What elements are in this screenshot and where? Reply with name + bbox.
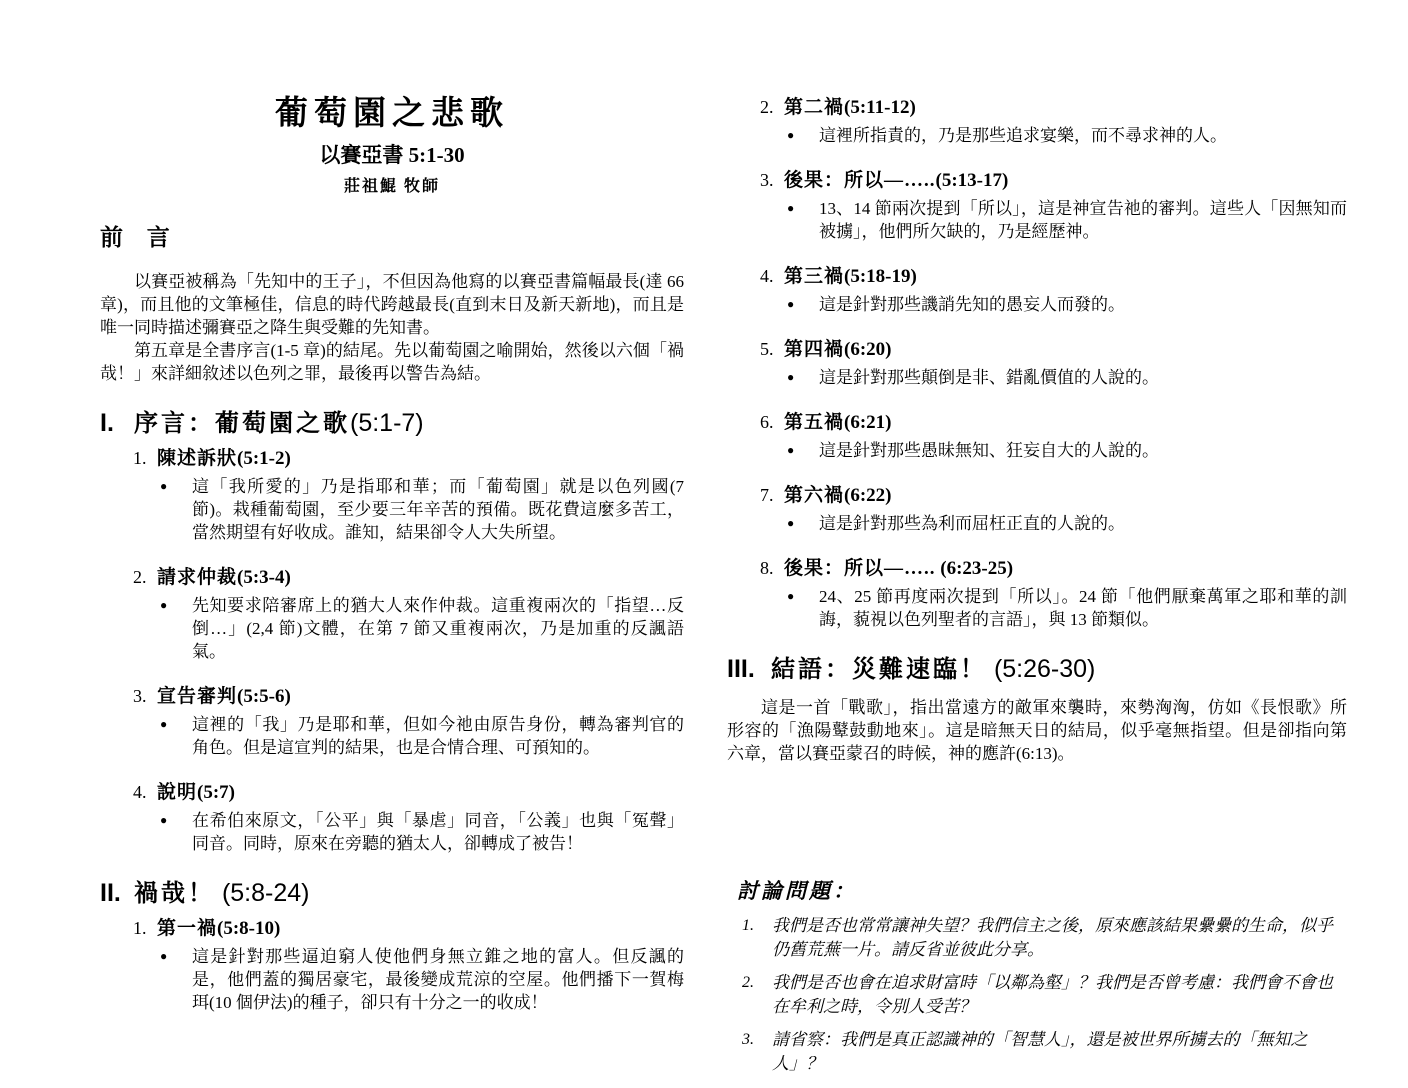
question-number: 2. <box>742 974 754 991</box>
bullet-icon: ● <box>160 717 168 731</box>
bullet-text: 24、25 節再度兩次提到「所以」。24 節「他們厭棄萬軍之耶和華的訓誨，藐視以色列聖者的言語」，與 13 節類似。 <box>819 587 1347 629</box>
item-number: 2. <box>133 567 147 587</box>
item-verse-ref: (6:21) <box>844 412 892 433</box>
item-verse-ref: (5:8-10) <box>217 918 281 939</box>
item-heading <box>727 167 1347 194</box>
section-verse-ref: (5:1-7) <box>350 409 424 437</box>
item-number: 4. <box>133 782 147 802</box>
item-heading <box>100 564 684 591</box>
bullet-point <box>727 585 1347 631</box>
section-numeral: III. <box>727 655 755 683</box>
section-2-heading <box>100 877 684 910</box>
item-label: 第一禍 <box>157 918 218 939</box>
section-title: 禍哉！ <box>134 881 215 907</box>
item-heading <box>727 336 1347 363</box>
item-label: 第五禍 <box>784 412 845 433</box>
question-text: 請省察：我們是真正認識神的「智慧人」，還是被世界所擄去的「無知之人」？ <box>772 1030 1308 1073</box>
bullet-text: 這裡的「我」乃是耶和華，但如今祂由原告身份，轉為審判官的角色。但是這宣判的結果，也是合情合理、可預知的。 <box>192 715 684 757</box>
preface-body <box>100 270 684 385</box>
item-label: 第三禍 <box>784 266 845 287</box>
discussion-question <box>727 914 1347 962</box>
bullet-point <box>727 439 1347 462</box>
section-numeral: II. <box>100 879 121 907</box>
question-text: 我們是否也會在追求財富時「以鄰為壑」？我們是否曾考慮：我們會不會也在牟利之時，令別人受苦？ <box>772 973 1333 1016</box>
bullet-text: 這是針對那些逼迫窮人使他們身無立錐之地的富人。但反諷的是，他們蓋的獨居豪宅，最後變成荒涼的空屋。他們播下一賀梅珥(10 個伊法)的種子，卻只有十分之一的收成！ <box>192 947 684 1012</box>
item-number: 1. <box>133 448 147 468</box>
bullet-point <box>727 293 1347 316</box>
item-heading <box>727 94 1347 121</box>
item-number: 8. <box>760 558 774 578</box>
bullet-icon: ● <box>787 297 795 311</box>
bullet-point <box>100 475 684 544</box>
outline-item <box>100 915 684 1014</box>
preface-paragraph: 第五章是全書序言(1-5 章)的結尾。先以葡萄園之喻開始，然後以六個「禍哉！」來詳細敘述以色列之罪，最後再以警告為結。 <box>100 341 684 383</box>
right-column <box>727 94 1347 1076</box>
bullet-point <box>100 713 684 759</box>
bullet-text: 這是針對那些顛倒是非、錯亂價值的人說的。 <box>819 368 1159 387</box>
item-verse-ref: (6:20) <box>844 339 892 360</box>
item-verse-ref: (5:5-6) <box>237 686 291 707</box>
bullet-text: 13、14 節兩次提到「所以」，這是神宣告祂的審判。這些人「因無知而被擄」，他們所欠缺的，乃是經歷神。 <box>819 199 1347 241</box>
section-1-heading <box>100 407 684 440</box>
item-verse-ref: (5:3-4) <box>237 567 291 588</box>
preface-paragraph: 以賽亞被稱為「先知中的王子」，不但因為他寫的以賽亞書篇幅最長(達 66 章)，而且他的文筆極佳，信息的時代跨越最長(直到末日及新天新地)，而且是唯一同時描述彌賽亞之降生與受難的先知書。 <box>100 272 684 337</box>
item-heading <box>727 409 1347 436</box>
outline-item <box>100 445 684 544</box>
section-title: 結語：災難速臨！ <box>771 657 987 683</box>
item-verse-ref: (5:11-12) <box>844 97 916 118</box>
conclusion-paragraph: 這是一首「戰歌」，指出當遠方的敵軍來襲時，來勢洶洶，仿如《長恨歌》所形容的「漁陽鼙鼓動地來」。這是暗無天日的結局，似乎毫無指望。但是卻指向第六章，當以賽亞蒙召的時候，神的應許(6:13)。 <box>727 698 1347 763</box>
bullet-icon: ● <box>787 443 795 457</box>
author-name: 莊祖鯤 牧師 <box>343 178 440 195</box>
bullet-text: 這是針對那些譏誚先知的愚妄人而發的。 <box>819 295 1125 314</box>
bullet-point <box>727 124 1347 147</box>
outline-item <box>727 555 1347 631</box>
item-label: 後果：所以—….. <box>784 170 936 191</box>
item-number: 1. <box>133 918 147 938</box>
section-numeral: I. <box>100 409 114 437</box>
item-heading <box>100 915 684 942</box>
item-number: 5. <box>760 339 774 359</box>
bullet-icon: ● <box>160 949 168 963</box>
item-verse-ref: (5:7) <box>197 782 235 803</box>
item-label: 後果：所以—….. <box>784 558 936 579</box>
question-number: 1. <box>742 917 754 934</box>
bullet-icon: ● <box>787 589 795 603</box>
item-verse-ref: (5:1-2) <box>237 448 291 469</box>
item-heading <box>100 683 684 710</box>
bullet-text: 這裡所指責的，乃是那些追求宴樂，而不尋求神的人。 <box>819 126 1227 145</box>
item-heading <box>100 779 684 806</box>
bullet-text: 在希伯來原文，「公平」與「暴虐」同音，「公義」也與「冤聲」同音。同時，原來在旁聽的猶太人，卻轉成了被告！ <box>192 811 684 853</box>
item-heading <box>100 445 684 472</box>
section-verse-ref: (5:26-30) <box>987 655 1096 683</box>
bullet-icon: ● <box>787 370 795 384</box>
item-label: 第二禍 <box>784 97 845 118</box>
outline-item <box>727 482 1347 535</box>
bullet-text: 先知要求陪審席上的猶大人來作仲裁。這重複兩次的「指望…反倒…」(2,4 節)文體，在第 7 節又重複兩次，乃是加重的反諷語氣。 <box>192 596 684 661</box>
item-number: 3. <box>760 170 774 190</box>
bullet-icon: ● <box>787 516 795 530</box>
discussion-heading: 討論問題： <box>737 879 857 903</box>
outline-item <box>100 683 684 759</box>
bullet-point <box>727 366 1347 389</box>
item-verse-ref: (5:13-17) <box>935 170 1009 191</box>
item-label: 第四禍 <box>784 339 845 360</box>
bullet-point <box>727 512 1347 535</box>
item-heading <box>727 555 1347 582</box>
outline-item <box>727 94 1347 147</box>
outline-item <box>100 779 684 855</box>
bullet-icon: ● <box>787 201 795 215</box>
item-heading <box>727 263 1347 290</box>
section-3-heading <box>727 653 1347 686</box>
bullet-icon: ● <box>160 813 168 827</box>
question-text: 我們是否也常常讓神失望？我們信主之後，原來應該結果纍纍的生命，似乎仍舊荒蕪一片。請反省並彼此分享。 <box>772 916 1333 959</box>
item-label: 說明 <box>157 782 198 803</box>
bullet-icon: ● <box>787 128 795 142</box>
bullet-icon: ● <box>160 598 168 612</box>
bullet-point <box>727 197 1347 243</box>
item-number: 4. <box>760 266 774 286</box>
scripture-reference: 以賽亞書 5:1-30 <box>319 143 465 167</box>
preface-heading: 前 言 <box>100 225 179 250</box>
page-title: 葡萄園之悲歌 <box>275 96 509 132</box>
discussion-question <box>727 1028 1347 1076</box>
item-label: 第六禍 <box>784 485 845 506</box>
section-title: 序言：葡萄園之歌 <box>134 411 350 437</box>
item-number: 3. <box>133 686 147 706</box>
question-number: 3. <box>742 1031 754 1048</box>
bullet-point <box>100 809 684 855</box>
outline-item <box>727 167 1347 243</box>
item-number: 7. <box>760 485 774 505</box>
bullet-icon: ● <box>160 479 168 493</box>
bullet-text: 這是針對那些為利而屈枉正直的人說的。 <box>819 514 1125 533</box>
item-verse-ref: (5:18-19) <box>844 266 917 287</box>
outline-item <box>727 409 1347 462</box>
discussion-question <box>727 971 1347 1019</box>
item-heading <box>727 482 1347 509</box>
outline-item <box>100 564 684 663</box>
outline-item <box>727 336 1347 389</box>
item-label: 陳述訴狀 <box>157 448 238 469</box>
left-column <box>100 94 684 1014</box>
item-verse-ref: (6:23-25) <box>935 558 1014 579</box>
outline-item <box>727 263 1347 316</box>
item-verse-ref: (6:22) <box>844 485 892 506</box>
bullet-text: 這「我所愛的」乃是指耶和華；而「葡萄園」就是以色列國(7 節)。栽種葡萄園，至少要三年辛苦的預備。既花費這麼多苦工，當然期望有好收成。誰知，結果卻令人大失所望。 <box>192 477 684 542</box>
section-verse-ref: (5:8-24) <box>215 879 310 907</box>
bullet-point <box>100 594 684 663</box>
item-label: 請求仲裁 <box>157 567 238 588</box>
item-number: 6. <box>760 412 774 432</box>
bullet-text: 這是針對那些愚昧無知、狂妄自大的人說的。 <box>819 441 1159 460</box>
item-number: 2. <box>760 97 774 117</box>
item-label: 宣告審判 <box>157 686 238 707</box>
bullet-point <box>100 945 684 1014</box>
